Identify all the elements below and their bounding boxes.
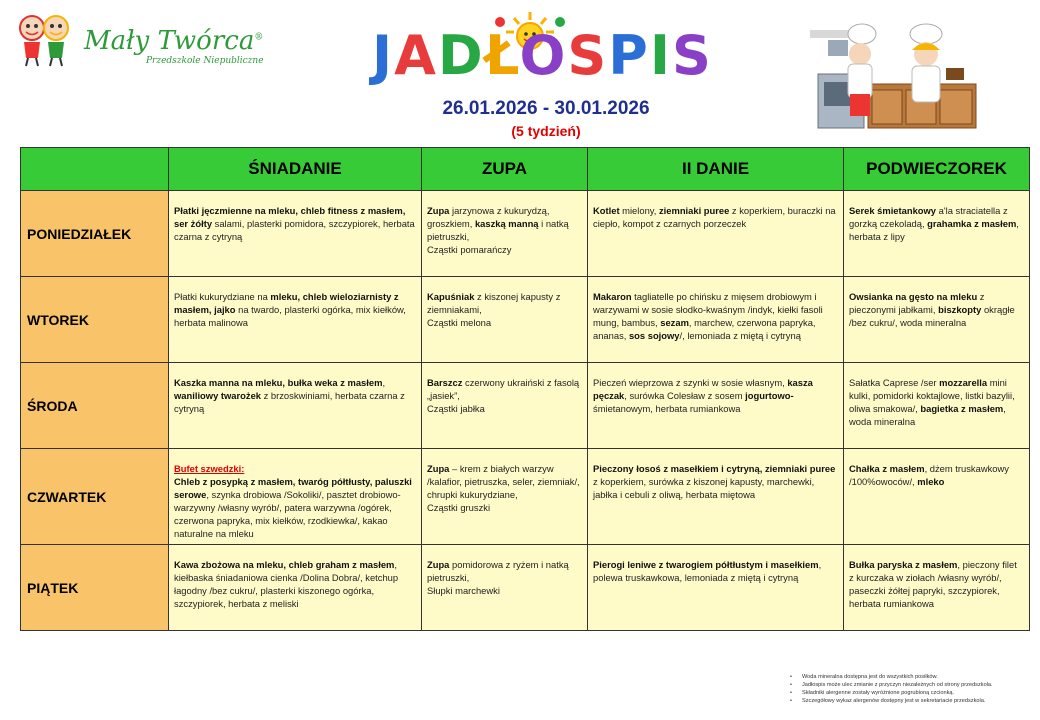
meal-text: z koperkiem, buraczki na ciepło, kompot z czarnych porzeczek <box>593 205 836 229</box>
meal-text: jogurtowo- <box>745 390 794 401</box>
meal-text: Barszcz <box>427 377 463 388</box>
meal-text: bagietka z masłem <box>920 403 1004 414</box>
meal-text: z brzoskwiniami, herbata czarna z cytryną <box>174 390 405 414</box>
meal-text: Bułka paryska z masłem <box>849 559 958 570</box>
meal-text: Cząstki jabłka <box>427 403 485 414</box>
meal-text: z pieczonymi jabłkami, <box>849 291 985 315</box>
meal-text: kasza pęczak <box>593 377 813 401</box>
banner-letter: O <box>519 24 568 87</box>
menu-table <box>20 147 1030 631</box>
banner-letter: J <box>372 24 395 87</box>
meal-cell-main-course <box>588 545 844 631</box>
meal-cell-main-course <box>588 191 844 277</box>
meal-text: Pieczony łosoś z masełkiem i cytryną, ziemniaki puree <box>593 463 836 474</box>
chefs-kitchen-illustration <box>808 10 978 136</box>
meal-text: jarzynowa z kukurydzą, groszkiem, <box>427 205 550 229</box>
meal-cell-breakfast <box>169 545 422 631</box>
meal-text: Zupa <box>427 205 450 216</box>
meal-cell-main-course <box>588 363 844 449</box>
banner-letter: Ł <box>484 24 520 87</box>
meal-text: , dżem truskawkowy /100%owoców/, <box>849 463 1009 487</box>
meal-text: Pierogi leniwe z twarogiem półtłustym i masełkiem <box>593 559 819 570</box>
meal-text: czerwony ukraiński z fasolą „jasiek”, <box>427 377 580 401</box>
meal-cell-afternoon-snack <box>844 363 1030 449</box>
meal-cell-breakfast <box>169 363 422 449</box>
banner-title <box>372 24 713 87</box>
meal-text: Bufet szwedzki: <box>174 463 245 474</box>
meal-text: /, lemoniada z miętą i cytryną <box>679 330 801 341</box>
meal-text: z koperkiem, surówka z kiszonej kapusty, marchewki, jabłka i cebuli z oliwą, herbata miętowa <box>593 476 815 500</box>
meal-text: okrągłe /bez cukru/, woda mineralna <box>849 304 1015 328</box>
meal-cell-breakfast <box>169 191 422 277</box>
meal-text: Kaszka manna na mleku, bułka weka z masłem <box>174 377 383 388</box>
meal-cell-soup <box>422 449 588 545</box>
meal-text: Sałatka Caprese /ser <box>849 377 940 388</box>
meal-text: Zupa <box>427 463 450 474</box>
kindergarten-logo <box>14 12 264 72</box>
meal-text: mleku, chleb wieloziarnisty z masłem, jajko <box>174 291 399 315</box>
header-soup: ZUPA <box>422 148 588 191</box>
meal-cell-breakfast <box>169 449 422 545</box>
meal-cell-soup <box>422 191 588 277</box>
meal-text: Zupa <box>427 559 450 570</box>
meal-text: Cząstki gruszki <box>427 502 491 513</box>
meal-text: mielony, <box>619 205 659 216</box>
meal-text: biszkopty <box>938 304 982 315</box>
footnotes <box>790 673 1035 705</box>
meal-text: , woda mineralna <box>849 403 1006 427</box>
meal-text: Cząstki pomarańczy <box>427 244 512 255</box>
meal-text: na twardo, plasterki ogórka, mix kiełków, herbata malinowa <box>174 304 406 328</box>
meal-cell-main-course <box>588 277 844 363</box>
meal-text: Płatki jęczmienne na mleku, chleb fitness z masłem, ser żółty <box>174 205 406 229</box>
meal-text: , szynka drobiowa /Sokoliki/, pasztet drobiowo-warzywny /własny wyrób/, patera warzywna /ogórek, czerwona papryka, mix kiełków, rzodkiewka/, kakao naturalne na mleku <box>174 489 401 539</box>
header-breakfast: ŚNIADANIE <box>169 148 422 191</box>
meal-text: , polewa truskawkowa, lemoniada z miętą i cytryną <box>593 559 822 583</box>
day-name: ŚRODA <box>21 363 169 449</box>
meal-text: Cząstki melona <box>427 317 492 328</box>
table-row <box>21 449 1030 545</box>
meal-text: Chałka z masłem <box>849 463 925 474</box>
day-name: CZWARTEK <box>21 449 169 545</box>
banner-letter: D <box>437 24 485 87</box>
meal-cell-afternoon-snack <box>844 545 1030 631</box>
meal-text: Płatki kukurydziane na <box>174 291 271 302</box>
meal-text: – krem z białych warzyw /kalafior, pietruszka, seler, ziemniak/, chrupki kukurydziane, <box>427 463 580 500</box>
footnote-item: • Składniki alergenne zostały wyróżnione pogrubioną czcionką. <box>790 689 1035 697</box>
meal-text: Kotlet <box>593 205 620 216</box>
footnote-item: • Szczegółowy wykaz alergenów dostępny jest w sekretariacie przedszkola. <box>790 697 1035 705</box>
meal-text: Chleb z posypką z masłem, twaróg półtłusty, paluszki serowe <box>174 476 412 500</box>
meal-text: śmietanowym, herbata rumiankowa <box>593 403 741 414</box>
banner-letter: I <box>649 24 672 87</box>
meal-cell-afternoon-snack <box>844 191 1030 277</box>
day-name: PIĄTEK <box>21 545 169 631</box>
meal-text: sos sojowy <box>628 330 680 341</box>
meal-text: Serek śmietankowy <box>849 205 937 216</box>
week-number: (5 tydzień) <box>511 123 581 139</box>
banner-letter: A <box>394 24 438 87</box>
meal-text: mozzarella <box>939 377 988 388</box>
header-afternoon-snack: PODWIECZOREK <box>844 148 1030 191</box>
kids-logo-icon <box>14 12 74 68</box>
meal-text: Owsianka na gęsto na mleku <box>849 291 978 302</box>
table-header-row <box>21 148 1030 191</box>
meal-text: mleko <box>917 476 945 487</box>
meal-text: , kiełbaska śniadaniowa cienka /Dolina Dobra/, ketchup łagodny /bez cukru/, plasterki kiszonego ogórka, szczypiorek, herbata z meliski <box>174 559 399 609</box>
meal-text: grahamka z masłem <box>927 218 1017 229</box>
header-corner-cell <box>21 148 169 191</box>
meal-text: mini kulki, pomidorki koktajlowe, listki bazylii, oliwa smakowa/, <box>849 377 1015 414</box>
meal-text: , surówka Colesław z sosem <box>624 390 746 401</box>
meal-text: , herbata z lipy <box>849 218 1019 242</box>
meal-text: , <box>382 377 386 388</box>
meal-cell-main-course <box>588 449 844 545</box>
meal-text: Kapuśniak <box>427 291 475 302</box>
meal-text: salami, plasterki pomidora, szczypiorek, herbata czarna z cytryną <box>174 218 415 242</box>
meal-text: kaszką manną <box>474 218 539 229</box>
table-row <box>21 363 1030 449</box>
meal-text: , marchew, czerwona papryka, ananas, <box>593 317 816 341</box>
meal-text: waniliowy twarożek <box>174 390 262 401</box>
meal-text: z kiszonej kapusty z ziemniakami, <box>427 291 561 315</box>
header-main-course: II DANIE <box>588 148 844 191</box>
meal-cell-afternoon-snack <box>844 449 1030 545</box>
table-row <box>21 191 1030 277</box>
meal-cell-soup <box>422 363 588 449</box>
banner-letter: S <box>671 24 713 87</box>
meal-cell-soup <box>422 277 588 363</box>
day-name: PONIEDZIAŁEK <box>21 191 169 277</box>
meal-cell-soup <box>422 545 588 631</box>
meal-text: i natką pietruszki, <box>427 218 569 242</box>
banner-letter: S <box>567 24 609 87</box>
logo-name: Mały Twórca® <box>84 26 264 56</box>
meal-cell-breakfast <box>169 277 422 363</box>
table-row <box>21 277 1030 363</box>
meal-text: Makaron <box>593 291 632 302</box>
meal-text: Kawa zbożowa na mleku, chleb graham z masłem <box>174 559 395 570</box>
table-row <box>21 545 1030 631</box>
meal-text: tagliatelle po chińsku z mięsem drobiowym i warzywami w sosie słodko-kwaśnym /indyk, kiełki fasoli mung, bambus, <box>593 291 823 328</box>
meal-cell-afternoon-snack <box>844 277 1030 363</box>
footnote-item: • Jadłospis może ulec zmianie z przyczyn niezależnych od strony przedszkola. <box>790 681 1035 689</box>
day-name: WTOREK <box>21 277 169 363</box>
meal-text: sezam <box>660 317 689 328</box>
banner-letter: P <box>608 24 650 87</box>
logo-subtitle: Przedszkole Niepubliczne <box>146 56 264 66</box>
meal-text: Pieczeń wieprzowa z szynki w sosie własnym, <box>593 377 788 388</box>
menu-banner <box>372 6 713 92</box>
meal-text: ziemniaki puree <box>658 205 730 216</box>
meal-text: Słupki marchewki <box>427 585 500 596</box>
date-range: 26.01.2026 - 30.01.2026 <box>442 98 650 119</box>
footnote-item: • Woda mineralna dostępna jest do wszystkich posiłków. <box>790 673 1035 681</box>
meal-text: , pieczony filet z kurczaka w ziołach /własny wyrób/, paseczki żółtej papryki, szczypiorek, herbata rumiankowa <box>849 559 1017 609</box>
meal-text: pomidorowa z ryżem i natką pietruszki, <box>427 559 569 583</box>
meal-text: a'la straciatella z gorzką czekoladą, <box>849 205 1008 229</box>
